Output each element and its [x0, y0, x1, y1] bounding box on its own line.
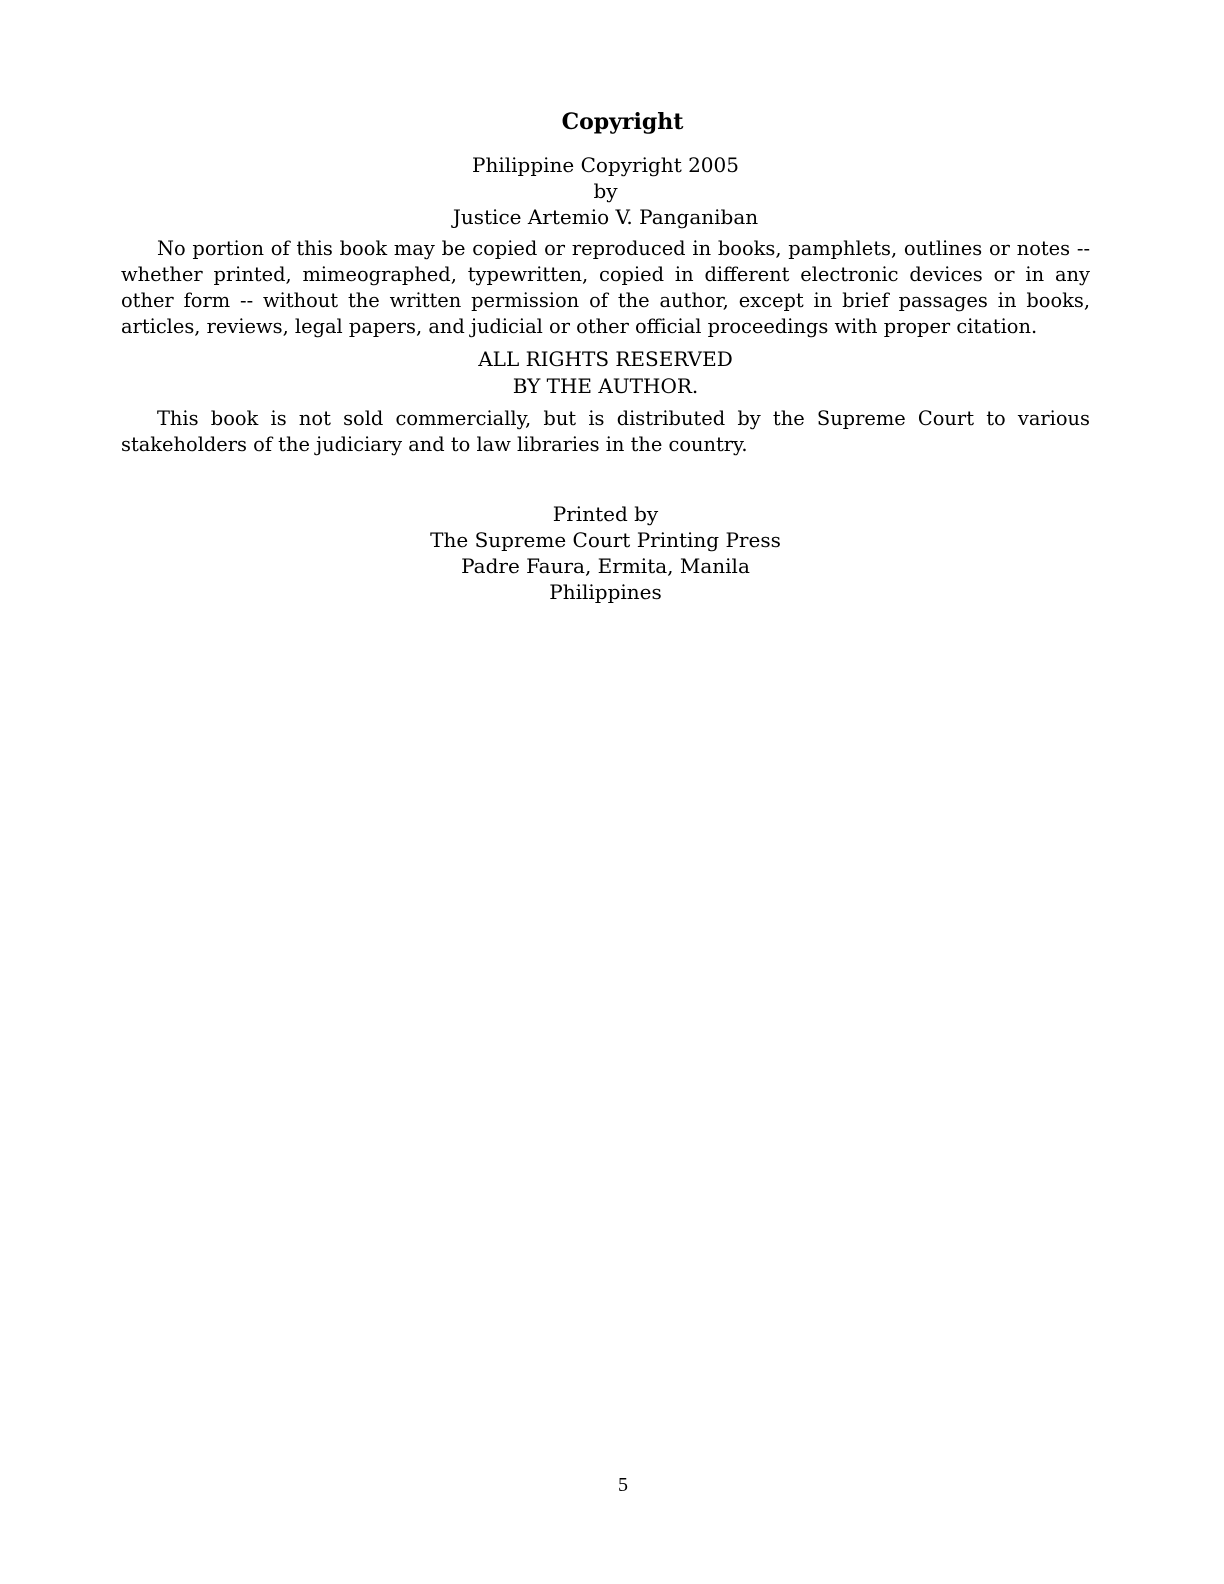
page-number: 5	[618, 1474, 628, 1496]
rights-line: ALL RIGHTS RESERVED	[478, 347, 733, 371]
copyright-line: Philippine Copyright 2005	[472, 153, 739, 177]
author-line: Justice Artemio V. Panganiban	[452, 205, 759, 229]
rights-reserved	[121, 346, 1090, 400]
by-line: by	[593, 179, 618, 203]
page-title: Copyright	[561, 109, 684, 135]
printer-info	[121, 501, 1090, 605]
distribution-paragraph: This book is not sold commercially, but is distributed by the Supreme Court to various stakeholders of the judiciary and to law libraries in the country.	[121, 407, 1090, 456]
printer-line: The Supreme Court Printing Press	[430, 528, 781, 552]
reproduction-notice-paragraph: No portion of this book may be copied or reproduced in books, pamphlets, outlines or notes -- whether printed, mimeographed, typewritten, copied in different electronic devices or in any other form -- without the written permission of the author, except in brief passages in books, articles, reviews, legal papers, and judicial or other official proceedings with proper citation.	[121, 237, 1090, 338]
printer-line: Padre Faura, Ermita, Manila	[461, 554, 750, 578]
copyright-notice	[121, 152, 1090, 230]
printer-line: Printed by	[552, 502, 659, 526]
copyright-page	[121, 108, 1090, 605]
printer-line: Philippines	[549, 580, 662, 604]
rights-line: BY THE AUTHOR.	[512, 374, 699, 398]
